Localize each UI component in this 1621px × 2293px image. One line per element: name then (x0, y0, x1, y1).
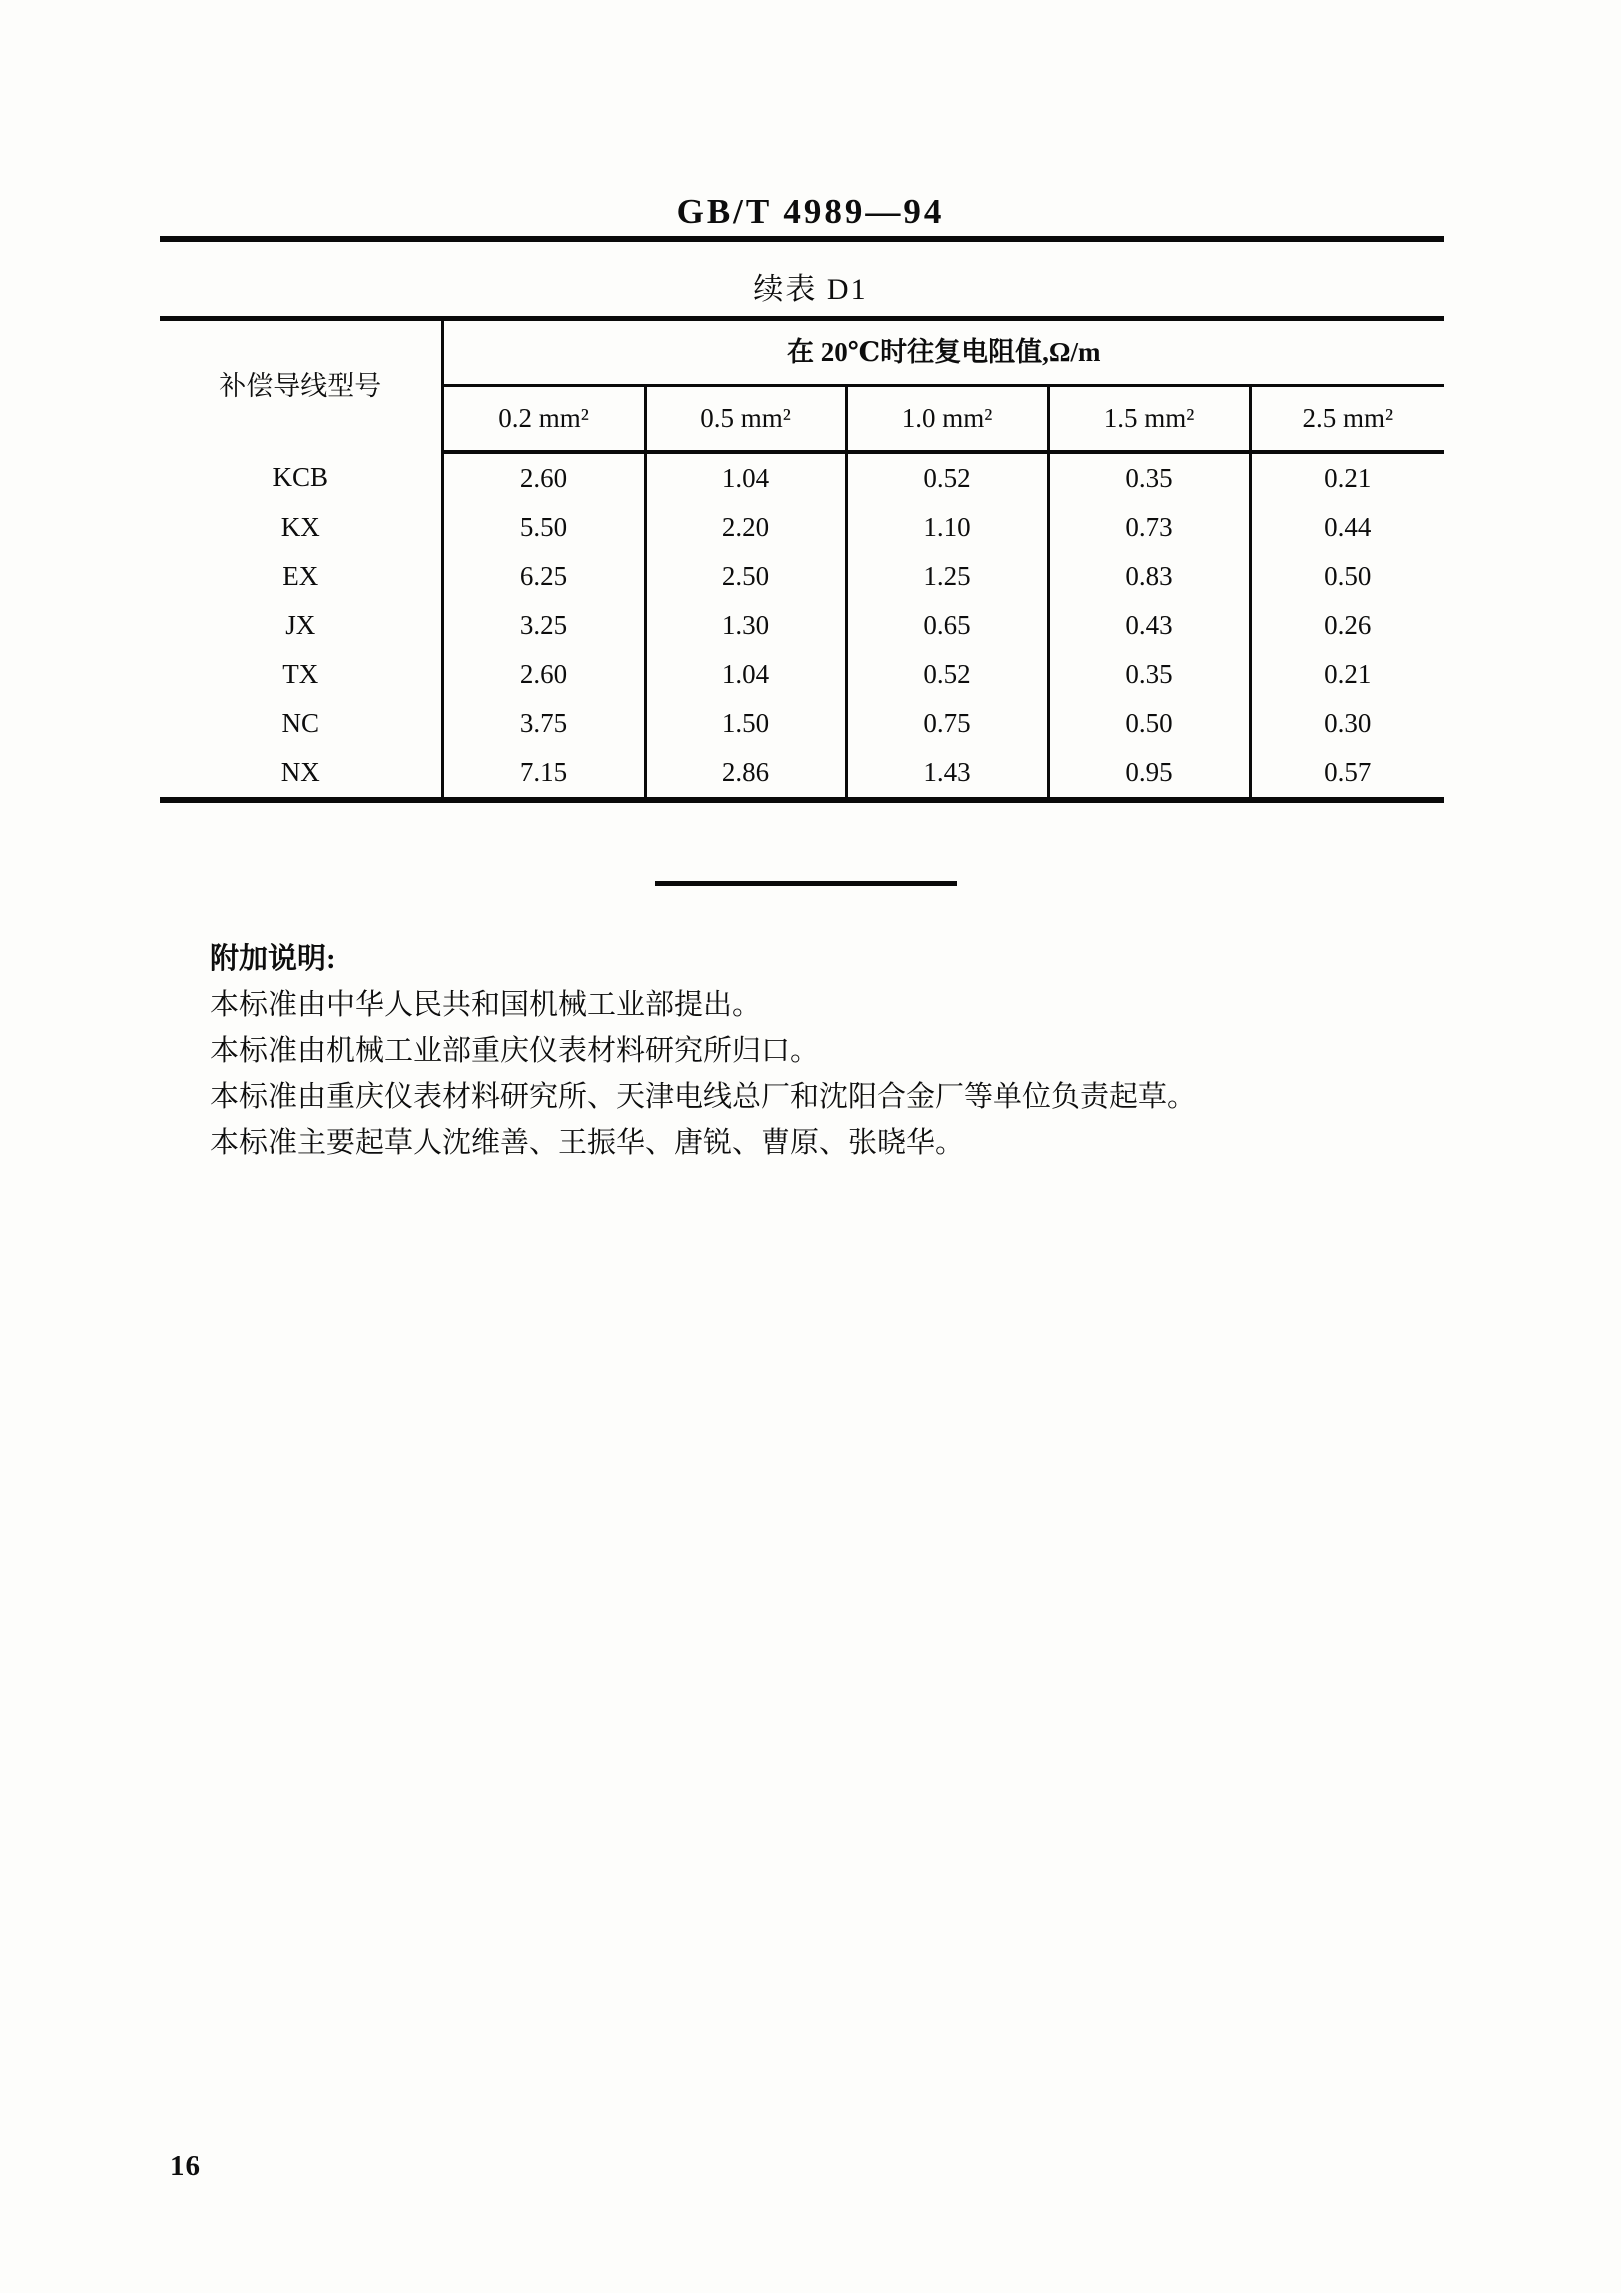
value-cell: 1.04 (645, 650, 846, 699)
notes-section (210, 936, 1510, 1166)
value-cell: 0.43 (1048, 601, 1250, 650)
value-cell: 0.21 (1250, 650, 1444, 699)
note-paragraph: 本标准由中华人民共和国机械工业部提出。 (210, 989, 762, 1021)
value-cell: 3.25 (442, 601, 645, 650)
span-header-cell: 在 20℃时往复电阻值,Ω/m (442, 319, 1444, 386)
resistance-table (160, 316, 1444, 803)
value-cell: 2.20 (645, 503, 846, 552)
table-row (160, 748, 1444, 800)
table-row (160, 503, 1444, 552)
value-cell: 0.65 (846, 601, 1048, 650)
note-paragraph: 本标准主要起草人沈维善、王振华、唐锐、曹原、张晓华。 (210, 1127, 965, 1159)
row-header-cell: 补偿导线型号 (160, 319, 442, 453)
value-cell: 0.50 (1048, 699, 1250, 748)
column-header-cell: 2.5 mm² (1250, 386, 1444, 453)
standard-number: GB/T 4989—94 (676, 192, 945, 231)
table-row (160, 452, 1444, 503)
header-rule (160, 236, 1444, 242)
value-cell: 0.73 (1048, 503, 1250, 552)
column-header-cell: 0.5 mm² (645, 386, 846, 453)
section-divider (655, 881, 957, 886)
column-header-cell: 1.0 mm² (846, 386, 1048, 453)
model-cell: JX (160, 601, 442, 650)
value-cell: 2.60 (442, 650, 645, 699)
column-header-cell: 0.2 mm² (442, 386, 645, 453)
value-cell: 1.10 (846, 503, 1048, 552)
value-cell: 2.86 (645, 748, 846, 800)
note-paragraph: 本标准由机械工业部重庆仪表材料研究所归口。 (210, 1035, 820, 1067)
value-cell: 5.50 (442, 503, 645, 552)
value-cell: 1.04 (645, 452, 846, 503)
value-cell: 0.30 (1250, 699, 1444, 748)
page-number: 16 (170, 2150, 201, 2182)
value-cell: 0.44 (1250, 503, 1444, 552)
value-cell: 6.25 (442, 552, 645, 601)
value-cell: 0.95 (1048, 748, 1250, 800)
table-row (160, 601, 1444, 650)
value-cell: 3.75 (442, 699, 645, 748)
value-cell: 0.21 (1250, 452, 1444, 503)
model-cell: NX (160, 748, 442, 800)
value-cell: 7.15 (442, 748, 645, 800)
value-cell: 0.75 (846, 699, 1048, 748)
value-cell: 1.43 (846, 748, 1048, 800)
model-cell: TX (160, 650, 442, 699)
notes-heading: 附加说明: (210, 943, 336, 975)
model-cell: KX (160, 503, 442, 552)
model-cell: KCB (160, 452, 442, 503)
value-cell: 0.52 (846, 650, 1048, 699)
value-cell: 2.60 (442, 452, 645, 503)
value-cell: 0.83 (1048, 552, 1250, 601)
value-cell: 0.52 (846, 452, 1048, 503)
column-header-cell: 1.5 mm² (1048, 386, 1250, 453)
value-cell: 1.50 (645, 699, 846, 748)
model-cell: EX (160, 552, 442, 601)
table-row (160, 650, 1444, 699)
value-cell: 0.35 (1048, 452, 1250, 503)
value-cell: 1.25 (846, 552, 1048, 601)
table-row (160, 552, 1444, 601)
model-cell: NC (160, 699, 442, 748)
value-cell: 0.50 (1250, 552, 1444, 601)
value-cell: 0.57 (1250, 748, 1444, 800)
table-title: 续表 D1 (753, 273, 868, 306)
value-cell: 0.26 (1250, 601, 1444, 650)
value-cell: 0.35 (1048, 650, 1250, 699)
note-paragraph: 本标准由重庆仪表材料研究所、天津电线总厂和沈阳合金厂等单位负责起草。 (210, 1081, 1197, 1113)
table-header-row-1 (160, 319, 1444, 386)
value-cell: 2.50 (645, 552, 846, 601)
value-cell: 1.30 (645, 601, 846, 650)
table-row (160, 699, 1444, 748)
